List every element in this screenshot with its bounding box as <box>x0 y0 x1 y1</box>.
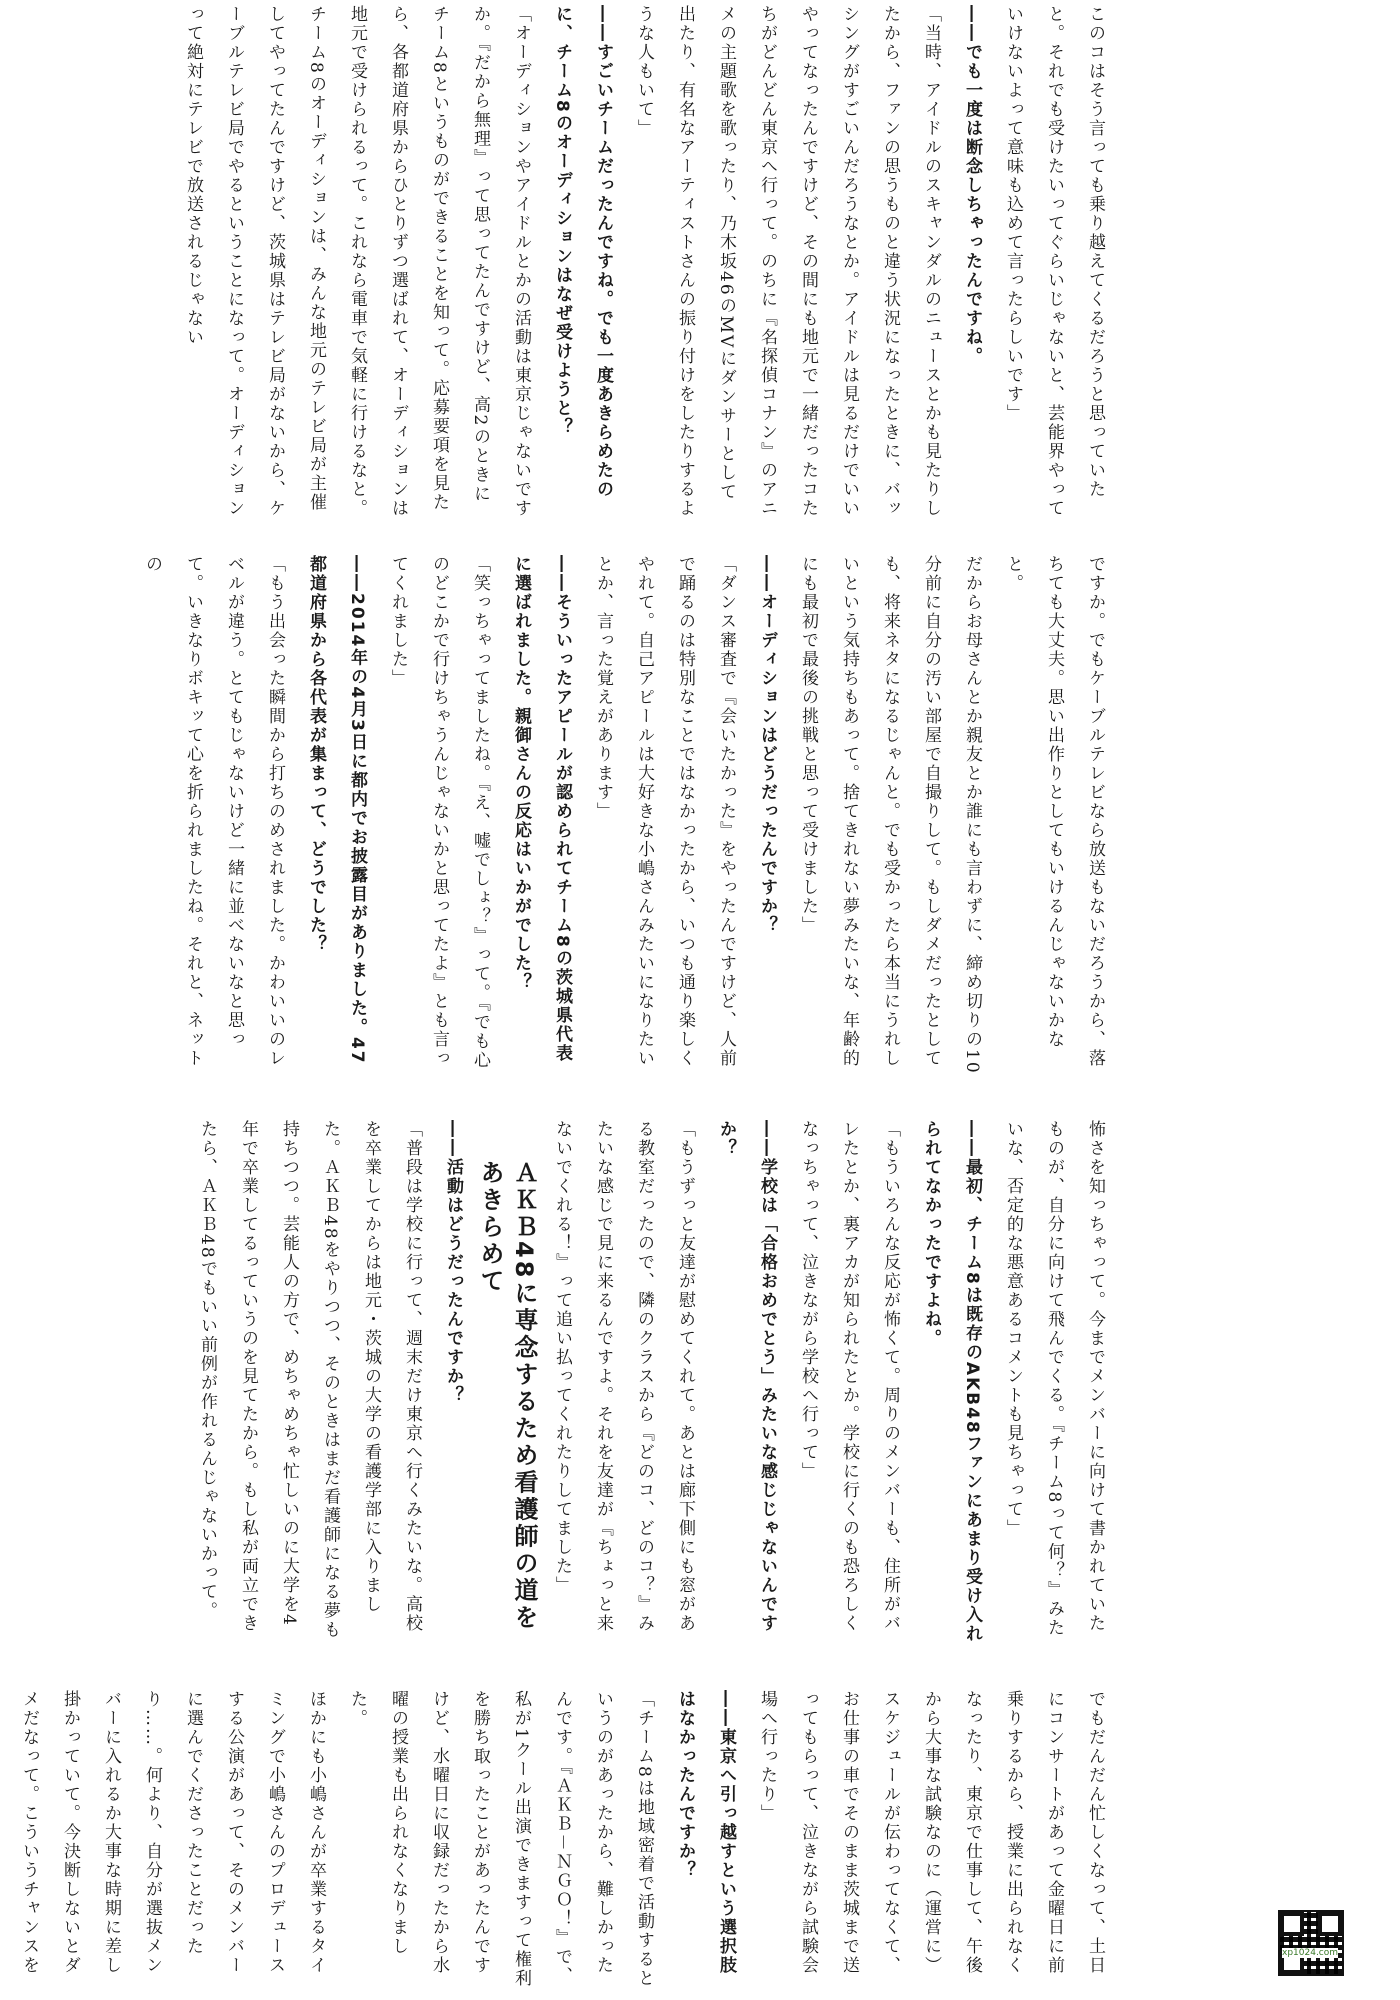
interview-answer: でもだんだん忙しくなって、土日にコンサートがあって金曜日に前乗りするから、授業に出られなくなったり、東京で仕事して、午後から大事な試験なのに（運営に）スケジュールが伝わってなくて、お仕事の車でそのまま茨城まで送ってもらって、泣きながら試験会場へ行ったり」 <box>757 1690 1105 1975</box>
interview-question: ――でも一度は断念しちゃったんですね。 <box>962 5 982 366</box>
interview-answer: このコはそう言っても乗り越えてくるだろうと思っていたと。それでも受けたいってぐらいじゃないと、芸能界やっていけないよって意味も込めて言ったらしいです」 <box>1003 5 1105 518</box>
interview-question: ――オーディションはどうだったんですか？ <box>757 555 777 935</box>
interview-question: ――そういったアピールが認められてチーム8の茨城県代表に選ばれました。親御さんの反応はいかがでした？ <box>511 555 572 1063</box>
interview-answer: 怖さを知っちゃって。今までメンバーに向けて書かれていたものが、自分に向けて飛んでくる。『チーム8って何？』みたいな、否定的な悪意あるコメントも見ちゃって」 <box>1003 1120 1105 1638</box>
interview-answer: 「当時、アイドルのスキャンダルのニュースとかも見たりしたから、ファンの思うものと違う状況になったときに、バッシングがすごいんだろうなとか。アイドルは見るだけでいいやってなったんですけど、その間にも地元で一緒だったコたちがどんどん東京へ行って。のちに『名探偵コナン』のアニメの主題歌を歌ったり、乃木坂46のMVにダンサーとして出たり、有名なアーティストさんの振り付けをしたりするような人もいて」 <box>634 5 941 518</box>
interview-answer: 「笑っちゃってましたね。『え、嘘でしょ？』って。『でも心のどこかで行けちゃうんじゃないかと思ってたよ』とも言ってくれました」 <box>388 555 490 1070</box>
interview-question: ――活動はどうだったんですか？ <box>443 1120 463 1405</box>
text-tier-3 <box>95 1120 1115 1645</box>
article-column <box>95 1120 1115 1645</box>
text-tier-4 <box>19 1690 1115 1990</box>
article-column <box>19 1690 1115 1990</box>
interview-answer: ほかにも小嶋さんが卒業するタイミングで小嶋さんのプロデュースする公演があって、そのメンバーに選んでくださったことだったり……。何より、自分が選抜メンバーに入れるか大事な時期に差し掛かっていて。今決断しないとダメだなって。こういうチャンスを <box>19 1690 326 1975</box>
interview-question: ――すごいチームだったんですね。でも一度あきらめたのに、チーム8のオーディションはなぜ受けようと？ <box>552 5 613 499</box>
interview-answer: チーム8のオーディションは、みんな地元のテレビ局が主催してやってたんですけど、茨城県はテレビ局がないから、ケーブルテレビ局でやるということになって。オーディションって絶対にテレビで放送されるじゃない <box>183 5 326 518</box>
qr-code-icon <box>1278 1910 1344 1976</box>
interview-answer: 「もういろんな反応が怖くて。周りのメンバーも、住所がバレたとか、裏アカが知られたとか。学校に行くのも恐ろしくなっちゃって、泣きながら学校へ行って」 <box>798 1120 900 1633</box>
interview-answer: 「もう出会った瞬間から打ちのめされました。かわいいのレベルが違う。とてもじゃないけど一緒に並べないなと思って。いきなりボキッて心を折られましたね。それと、ネットの <box>142 555 285 1068</box>
article-column <box>95 5 1115 520</box>
interview-answer: 「オーディションやアイドルとかの活動は東京じゃないですか。『だから無理』って思ってたんですけど、高2のときにチーム8というものができることを知って。応募要項を見たら、各都道府県からひとりずつ選ばれて、オーディションは地元で受けられるって。これなら電車で気軽に行けるなと。 <box>347 5 531 518</box>
watermark: xp1024.com <box>1282 1948 1339 1958</box>
text-tier-2 <box>95 555 1115 1080</box>
interview-answer: 「もうずっと友達が慰めてくれて。あとは廊下側にも窓がある教室だったので、隣のクラスから『どのコ、どのコ？』みたいな感じで見に来るんですよ。それを友達が『ちょっと来ないでくれる！』って追い払ってくれたりしてました」 <box>552 1120 695 1633</box>
interview-answer: 「チーム8は地域密着で活動するというのがあったから、難しかったんです。『ＡＫＢ－ＮＧＯ！』で、私が1クール出演できますって権利を勝ち取ったことがあったんですけど、水曜日に収録だったから水曜の授業も出られなくなりました。 <box>347 1690 654 1988</box>
article-column <box>95 555 1115 1080</box>
interview-question: ――最初、チーム8は既存のAKB48ファンにあまり受け入れられてなかったですよね。 <box>921 1120 982 1644</box>
interview-question: ――東京へ引っ越すという選択肢はなかったんですか？ <box>675 1690 736 1975</box>
interview-question: ――2014年の4月3日に都内でお披露目がありました。47都道府県から各代表が集まって、どうでした？ <box>306 555 367 1065</box>
interview-answer: 「ダンス審査で『会いたかった』をやったんですけど、人前で踊るのは特別なことではなかったから、いつも通り楽しくやれて。自己アピールは大好きな小嶋さんみたいになりたいとか、言った覚えがあります」 <box>593 555 736 1068</box>
interview-answer: 「普段は学校に行って、週末だけ東京へ行くみたいな。高校を卒業してからは地元・茨城の大学の看護学部に入りました。ＡＫＢ48をやりつつ、そのときはまだ看護師になる夢も持ちつつ。芸能人の方で、めちゃめちゃ忙しいのに大学を4年で卒業してるっていうのを見てたから。もし私が両立できたら、ＡＫＢ48でもいい前例が作れるんじゃないかって。 <box>197 1120 422 1640</box>
interview-answer: だからお母さんとか親友とか誰にも言わずに、締め切りの10分前に自分の汚い部屋で自撮りして。もしダメだったとしても、将来ネタになるじゃんと。でも受かったら本当にうれしいという気持ちもあって。捨てきれない夢みたいな、年齢的にも最初で最後の挑戦と思って受けました」 <box>798 555 982 1075</box>
interview-question: ――学校は「合格おめでとう」みたいな感じじゃないんですか？ <box>716 1120 777 1633</box>
text-tier-1 <box>95 5 1115 520</box>
section-heading: ＡＫＢ48に専念するため看護師の道をあきらめて <box>476 1160 538 1632</box>
interview-answer: ですか。でもケーブルテレビなら放送もないだろうから、落ちても大丈夫。思い出作りとしてもいけるんじゃないかなと。 <box>1003 555 1105 1068</box>
